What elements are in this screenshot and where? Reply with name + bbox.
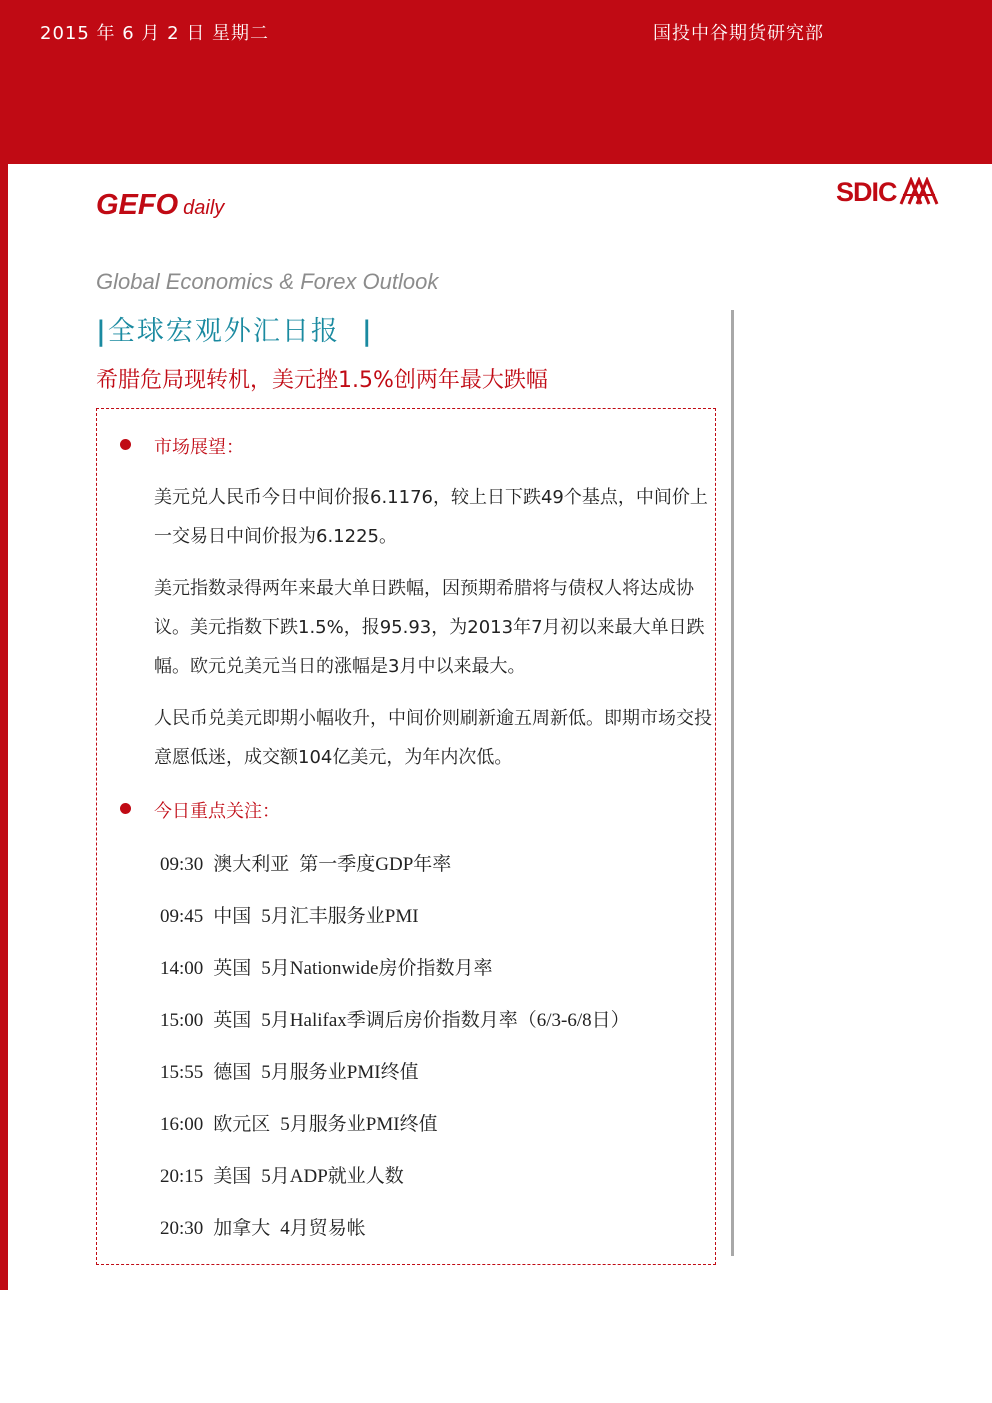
- vertical-divider: [731, 310, 734, 1256]
- outlook-paragraph: 美元指数录得两年来最大单日跌幅，因预期希腊将与债权人将达成协议。美元指数下跌1.5%，报95.93，为2013年7月初以来最大单日跌幅。欧元兑美元当日的涨幅是3月中以来最大。: [154, 578, 705, 677]
- event-item: 5月服务业PMI终值: [280, 1114, 438, 1135]
- sdic-logo: [836, 176, 962, 208]
- event-country: 英国: [213, 1010, 252, 1031]
- event-row: [160, 1109, 438, 1136]
- outlook-paragraph: 人民币兑美元即期小幅收升，中间价则刷新逾五周新低。即期市场交投意愿低迷，成交额104亿美元，为年内次低。: [154, 708, 712, 768]
- event-country: 英国: [213, 958, 252, 979]
- research-department: 国投中谷期货研究部: [653, 23, 824, 44]
- left-accent-bar: [0, 164, 8, 1290]
- report-title-text: 全球宏观外汇日报: [107, 316, 340, 347]
- sdic-logo-text: SDIC: [836, 176, 897, 207]
- event-time: 16:00: [160, 1114, 204, 1135]
- gefo-label: GEFO: [96, 189, 179, 221]
- event-item: 第一季度GDP年率: [299, 854, 452, 875]
- focus-heading: 今日重点关注：: [154, 801, 280, 822]
- event-time: 20:30: [160, 1218, 204, 1239]
- event-item: 5月ADP就业人数: [261, 1166, 404, 1187]
- bullet-icon: [120, 439, 131, 450]
- event-row: [160, 849, 451, 876]
- event-item: 5月Halifax季调后房价指数月率（6/3-6/8日）: [261, 1010, 630, 1031]
- gefo-daily-brand: [96, 189, 224, 222]
- event-item: 5月服务业PMI终值: [261, 1062, 419, 1083]
- event-time: 09:45: [160, 906, 204, 927]
- event-time: 15:00: [160, 1010, 204, 1031]
- header-band: [0, 0, 992, 164]
- sdic-logo-icon: [899, 177, 939, 207]
- event-row: [160, 953, 492, 980]
- report-title: [96, 309, 374, 348]
- event-country: 欧元区: [213, 1114, 271, 1135]
- title-bar-left: |: [96, 316, 108, 347]
- event-country: 德国: [213, 1062, 252, 1083]
- event-item: 4月贸易帐: [280, 1218, 366, 1239]
- outlook-paragraph: 美元兑人民币今日中间价报6.1176，较上日下跌49个基点，中间价上一交易日中间价报为6.1225。: [154, 487, 708, 547]
- event-country: 中国: [213, 906, 252, 927]
- title-bar-right: |: [361, 316, 374, 347]
- report-date: 2015 年 6 月 2 日 星期二: [40, 23, 270, 44]
- event-country: 加拿大: [213, 1218, 271, 1239]
- event-time: 15:55: [160, 1062, 204, 1083]
- event-row: [160, 901, 419, 928]
- event-item: 5月汇丰服务业PMI: [261, 906, 419, 927]
- event-time: 14:00: [160, 958, 204, 979]
- event-row: [160, 1213, 366, 1240]
- event-row: [160, 1161, 404, 1188]
- report-subtitle: Global Economics & Forex Outlook: [96, 269, 439, 294]
- event-country: 澳大利亚: [213, 854, 290, 875]
- event-time: 09:30: [160, 854, 204, 875]
- daily-label: daily: [183, 197, 225, 219]
- event-row: [160, 1057, 419, 1084]
- bullet-icon: [120, 803, 131, 814]
- event-country: 美国: [213, 1166, 252, 1187]
- event-item: 5月Nationwide房价指数月率: [261, 958, 493, 979]
- event-time: 20:15: [160, 1166, 204, 1187]
- headline: 希腊危局现转机，美元挫1.5%创两年最大跌幅: [96, 368, 548, 393]
- outlook-heading: 市场展望：: [154, 437, 244, 458]
- event-row: [160, 1005, 630, 1032]
